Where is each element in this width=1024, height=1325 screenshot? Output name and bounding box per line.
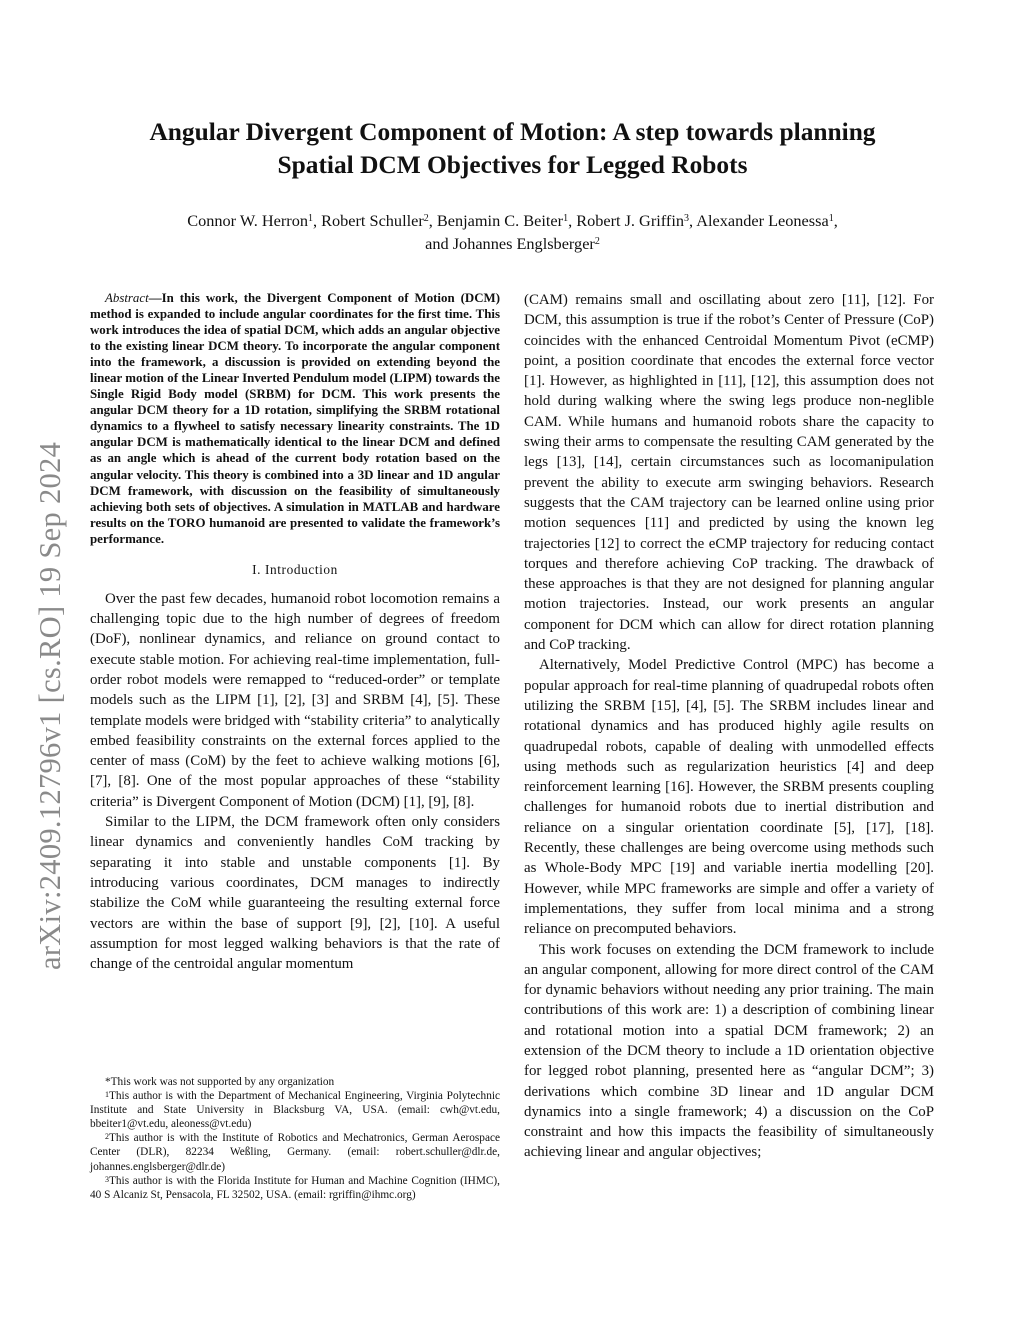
right-column — [524, 290, 934, 1163]
footnote-affiliation-3: $^3$This author is with the Florida Institute for Human and Machine Cognition (IHMC), 40 S Alcaniz St, Pensacola, FL 32502, USA. (email: rgriffin@ihmc.org) — [90, 1174, 500, 1201]
arxiv-identifier-stamp: arXiv:2409.12796v1 [cs.RO] 19 Sep 2024 — [33, 441, 67, 970]
intro-paragraph: Similar to the LIPM, the DCM framework often only considers linear dynamics and conveniently handles CoM tracking by separating it into stable and unstable components [1]. By introducing various coordinates, DCM manages to indirectly stabilize the CoM while guaranteeing the resulting external force vectors are within the base of support [9], [2], [10]. A useful assumption for most legged walking behaviors is that the rate of change of the centroidal angular momentum — [90, 814, 500, 973]
footnotes — [90, 1075, 500, 1202]
abstract-label: Abstract — [105, 291, 149, 305]
footnote-funding: *This work was not supported by any organization — [105, 1076, 335, 1088]
abstract — [90, 290, 500, 547]
footnote-affiliation-2: $^2$This author is with the Institute of Robotics and Mechatronics, German Aerospace Center (DLR), 82234 Weßling, Germany. (email: robert.schuller@dlr.de, johannes.englsberger@dlr.de) — [90, 1132, 500, 1173]
abstract-dash: — — [148, 291, 162, 305]
intro-paragraph: Alternatively, Model Predictive Control (MPC) has become a popular approach for real-time planning of quadrupedal robots often utilizing the SRBM [15], [4], [5]. The SRBM includes linear and rotational dynamics and has produced highly agile results on quadrupedal robots, capable of dealing with unmodelled effects using methods such as regularization heuristics [4] and deep reinforcement learning [16]. However, the SRBM presents coupling challenges for humanoid robots due to inertial distribution and reliance on a singular orientation coordinate [5], [17], [18]. Recently, these challenges are being overcome using methods such as Whole-Body MPC [19] and variable inertia modelling [20]. However, while MPC frameworks are simple and offer a variety of implementations, they suffer from local minima and a strong reliance on precomputed behaviors. — [524, 657, 934, 938]
section-heading-introduction: I. Introduction — [252, 561, 338, 577]
left-column — [90, 290, 500, 974]
abstract-text: In this work, the Divergent Component of Motion (DCM) method is expanded to include angular coordinates for the first time. This work introduces the idea of spatial DCM, which adds an angular objective to the existing linear DCM theory. To incorporate the angular component into the framework, a discussion is provided on extending beyond the linear motion of the Linear Inverted Pendulum model (LIPM) towards the Single Rigid Body model (SRBM) for DCM. This work presents the angular DCM theory for a 1D rotation, simplifying the SRBM rotational dynamics to a flywheel to satisfy necessary linearity constraints. The 1D angular DCM is mathematically identical to the linear DCM and defined as an angle which is ahead of the current body rotation based on the angular velocity. This theory is combined into a 3D linear and 1D angular DCM framework, with discussion on the feasibility of simultaneously achieving both sets of objectives. A simulation in MATLAB and hardware results on the TORO humanoid are presented to validate the framework’s performance. — [90, 291, 500, 546]
author-list — [90, 209, 935, 255]
title-line-2: Spatial DCM Objectives for Legged Robots — [277, 151, 748, 179]
title-line-1: Angular Divergent Component of Motion: A step towards planning — [149, 118, 876, 146]
intro-paragraph: (CAM) remains small and oscillating about zero [11], [12]. For DCM, this assumption is true if the robot’s Center of Pressure (CoP) coincides with the enhanced Centroidal Momentum Pivot (eCMP) point, a position coordinate that encodes the external force vector [1]. However, as highlighted in [11], [12], this assumption does not hold during walking where the swing legs produce non-neglible CAM. While humans and humanoid robots share the capacity to swing their arms to compensate the resulting CAM generated by the legs [13], [14], certain circumstances such as locomanipulation prevent the ability to execute arm swinging behaviors. Research suggests that the CAM trajectory can be learned online using prior motion sequences [11] and predicted by using the known leg trajectories [12] to correct the eCMP trajectory for reducing contact torques and therefore achieving CoP tracking. The drawback of these approaches is that they are not designed for planning angular motion trajectories. Instead, our work presents an angular component for DCM which can allow for direct rotation planning and CoP tracking. — [524, 292, 934, 654]
intro-paragraph: Over the past few decades, humanoid robot locomotion remains a challenging topic due to the high number of degrees of freedom (DoF), nonlinear dynamics, and reliance on ground contact to execute stable motion. For achieving real-time implementation, full-order robot models were remapped to “reduced-order” or template models such as the LIPM [1], [2], [3] and SRBM [4], [5]. These template models were bridged with “stability criteria” to analytically embed feasibility constraints on the external forces applied to the center of mass (CoM) by the feet to achieve walking motions [6], [7], [8]. One of the most popular approaches of these “stability criteria” is Divergent Component of Motion (DCM) [1], [9], [8]. — [90, 590, 500, 810]
footnote-affiliation-1: $^1$This author is with the Department of Mechanical Engineering, Virginia Polytechnic Institute and State University in Blacksburg VA, USA. (email: cwh@vt.edu, bbeiter1@vt.edu, aleoness@vt.edu) — [90, 1090, 500, 1131]
paper-title — [90, 116, 935, 182]
author-line-2: and Johannes Englsberger$^2$ — [425, 234, 600, 253]
intro-paragraph: This work focuses on extending the DCM framework to include an angular component, allowing for more direct control of the CAM for dynamic behaviors without needing any prior training. The main contributions of this work are: 1) a description of combining linear and rotational motion into a spatial DCM framework; 2) an extension of the DCM theory to include a 1D orientation objective for legged robot planning, presented here as “angular DCM”; 3) derivations which combine 3D linear and 1D angular DCM dynamics into a single framework; 4) a discussion on the CoP constraint and how this impacts the feasibility of simultaneously achieving linear and angular objectives; — [524, 941, 934, 1161]
author-line-1: Connor W. Herron$^1$, Robert Schuller$^2$, Benjamin C. Beiter$^1$, Robert J. Griffin$^3$, Alexander Leonessa$^1$, — [187, 211, 838, 230]
